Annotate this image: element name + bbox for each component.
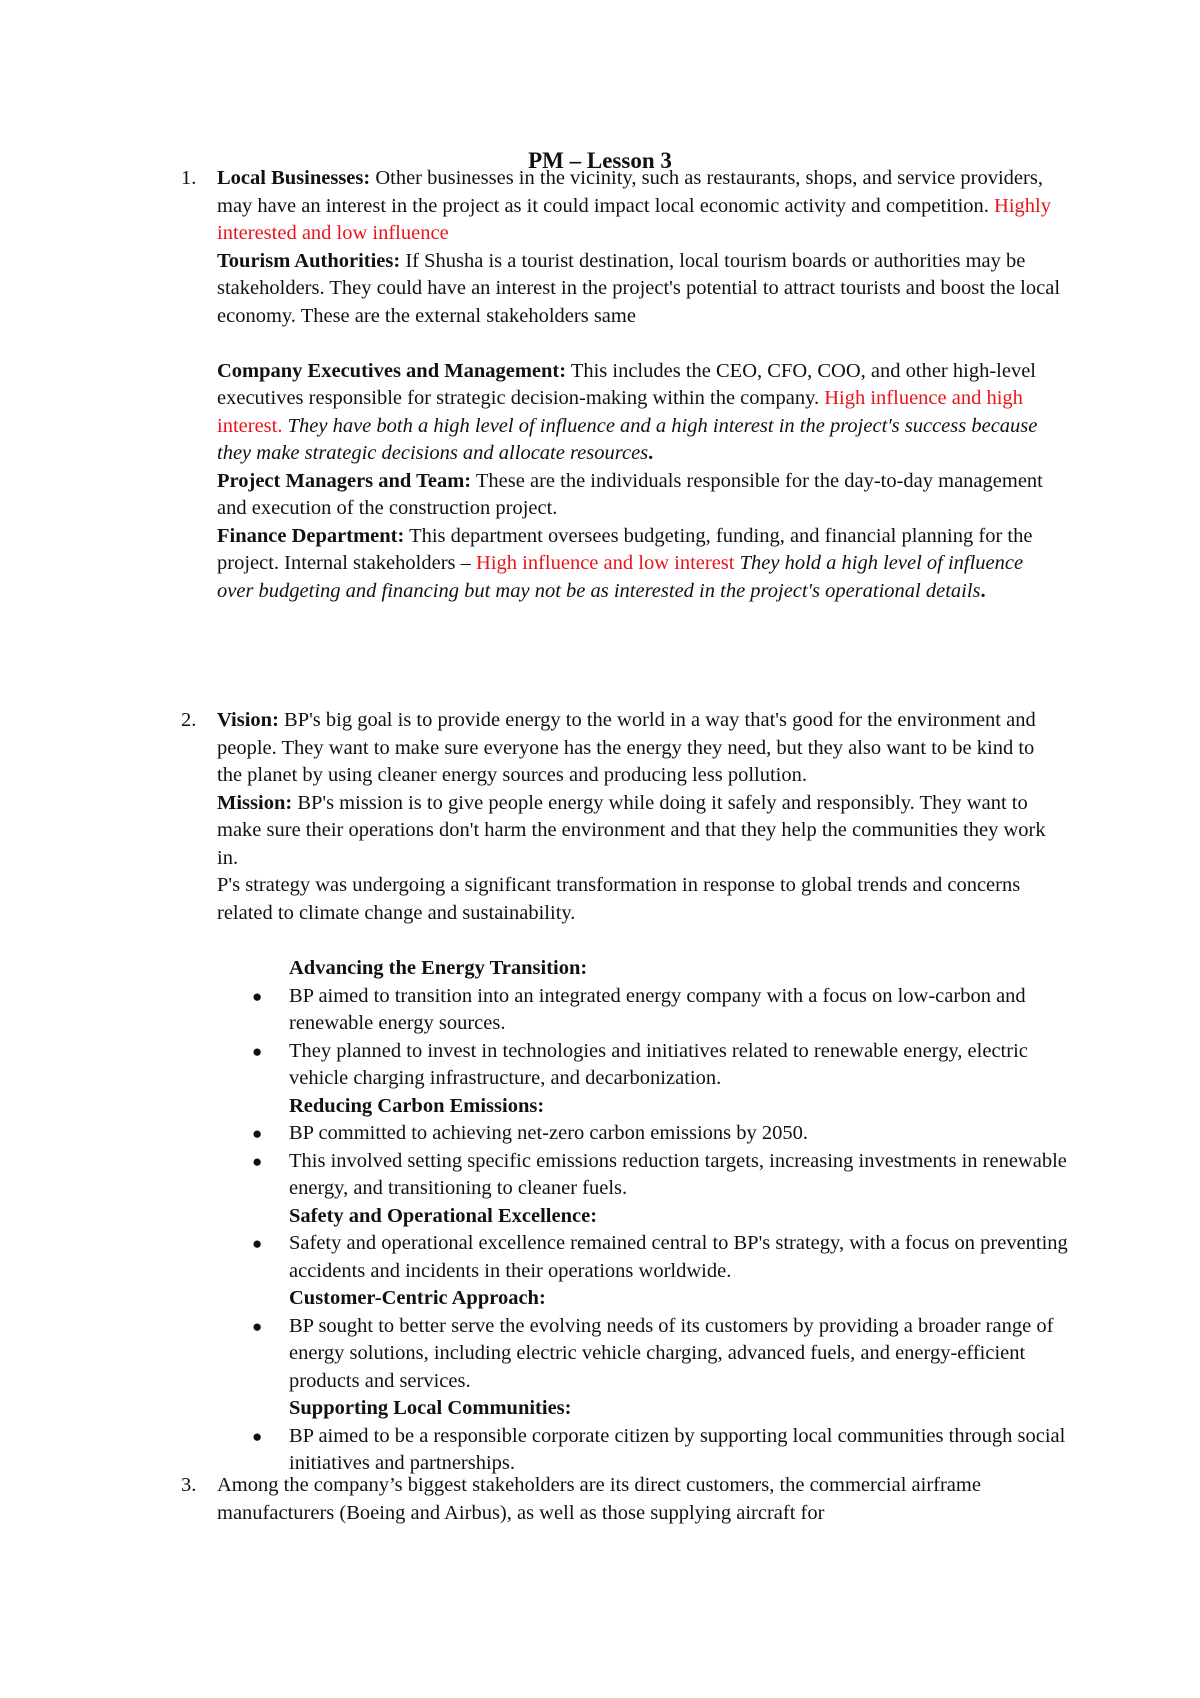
finance-period: . <box>980 579 986 602</box>
finance-assessment: High influence and low interest <box>476 552 735 574</box>
vision-text: BP's big goal is to provide energy to the world in a way that's good for the environment and people. They want to make sure everyone has the energy they need, but they also want to be kind to the planet by using cleaner energy sources and producing less pollution. <box>217 709 1036 786</box>
bullet-text: This involved setting specific emissions reduction targets, increasing investments in renewable energy, and transitioning to cleaner fuels. <box>289 1149 1067 1199</box>
bullet-icon: ● <box>252 1234 263 1253</box>
bullet-item <box>252 1423 1069 1478</box>
mission-paragraph <box>217 790 1062 873</box>
bullet-text: BP aimed to transition into an integrated energy company with a focus on low-carbon and renewable energy sources. <box>289 984 1026 1034</box>
bullet-icon: ● <box>252 1316 263 1336</box>
list-number: 3. <box>181 1474 197 1496</box>
bullet-item <box>252 1038 1069 1093</box>
bullet-item <box>252 983 1069 1038</box>
bullet-text: They planned to invest in technologies and initiatives related to renewable energy, electric vehicle charging infrastructure, and decarbonization. <box>289 1039 1028 1089</box>
finance-explanation: They hold a high level of influence over budgeting and financing but may not be as interested in the project's operational details <box>217 552 1024 602</box>
section-customer-centric <box>252 1285 1069 1395</box>
tourism-label: Tourism Authorities: <box>217 249 401 272</box>
section-local-communities <box>252 1395 1069 1478</box>
executives-explanation: They have both a high level of influence and a high interest in the project's success because they make strategic decisions and allocate resources <box>217 414 1038 464</box>
section-heading: Supporting Local Communities: <box>289 1397 572 1419</box>
local-businesses-paragraph <box>217 165 1062 248</box>
bullet-text: BP committed to achieving net-zero carbon emissions by 2050. <box>289 1122 809 1144</box>
project-managers-paragraph <box>217 468 1062 523</box>
stakeholders-paragraph: Among the company’s biggest stakeholders are its direct customers, the commercial airframe manufacturers (Boeing and Airbus), as well as those supplying aircraft for <box>217 1474 981 1524</box>
bullet-text: Safety and operational excellence remained central to BP's strategy, with a focus on preventing accidents and incidents in their operations worldwide. <box>289 1232 1068 1282</box>
bullet-item <box>252 1120 1069 1148</box>
section-carbon-emissions <box>252 1093 1069 1203</box>
tourism-text: If Shusha is a tourist destination, local tourism boards or authorities may be stakeholders. They could have an interest in the project's potential to attract tourists and boost the local economy. These are the external stakeholders same <box>217 249 1061 327</box>
vision-label: Vision: <box>217 709 279 731</box>
bullet-icon: ● <box>252 1151 263 1171</box>
executives-label: Company Executives and Management: <box>217 359 567 382</box>
strategy-paragraph: P's strategy was undergoing a significant transformation in response to global trends and concerns related to climate change and sustainability. <box>217 874 1021 924</box>
list-item-3 <box>181 1472 1062 1527</box>
section-safety <box>252 1203 1069 1286</box>
executives-assessment: High influence and high interest. <box>217 387 1023 437</box>
bullet-text: BP sought to better serve the evolving needs of its customers by providing a broader range of energy solutions, including electric vehicle charging, advanced fuels, and energy-efficient products and services. <box>289 1314 1054 1392</box>
local-businesses-text: Other businesses in the vicinity, such as restaurants, shops, and service providers, may have an interest in the project as it could impact local economic activity and competition. <box>217 167 1043 217</box>
finance-text: This department oversees budgeting, funding, and financial planning for the project. Internal stakeholders – <box>217 524 1033 574</box>
bullet-item <box>252 1148 1069 1203</box>
section-heading: Safety and Operational Excellence: <box>289 1204 598 1227</box>
bullet-icon: ● <box>252 986 263 1006</box>
section-heading: Advancing the Energy Transition: <box>289 957 588 979</box>
executives-text: This includes the CEO, CFO, COO, and other high-level executives responsible for strategic decision-making within the company. <box>217 359 1036 409</box>
tourism-paragraph <box>217 248 1062 331</box>
list-item-1 <box>181 165 1062 605</box>
list-item-2 <box>181 707 1062 927</box>
finance-paragraph <box>217 523 1062 606</box>
section-heading: Reducing Carbon Emissions: <box>289 1094 545 1117</box>
list-number: 2. <box>181 709 197 731</box>
blank-line <box>217 330 1062 358</box>
local-businesses-assessment: Highly interested and low influence <box>217 194 1051 244</box>
section-energy-transition <box>252 955 1069 1093</box>
bullet-icon: ● <box>252 1426 263 1446</box>
mission-text: BP's mission is to give people energy while doing it safely and responsibly. They want to make sure their operations don't harm the environment and that they help the communities they work in. <box>217 791 1046 869</box>
bullet-text: BP aimed to be a responsible corporate citizen by supporting local communities through social initiatives and partnerships. <box>289 1424 1066 1474</box>
bullet-icon: ● <box>252 1041 263 1061</box>
mission-label: Mission: <box>217 791 293 814</box>
vision-paragraph <box>217 707 1062 790</box>
list-number: 1. <box>181 167 197 189</box>
project-managers-text: These are the individuals responsible for the day-to-day management and execution of the construction project. <box>217 469 1043 519</box>
executives-period: . <box>648 442 654 464</box>
local-businesses-label: Local Businesses: <box>217 167 371 189</box>
strategy-sections <box>252 955 1069 1478</box>
project-managers-label: Project Managers and Team: <box>217 469 472 492</box>
bullet-item <box>252 1313 1069 1396</box>
bullet-item <box>252 1230 1069 1285</box>
section-heading: Customer-Centric Approach: <box>289 1287 546 1309</box>
page-title: PM – Lesson 3 <box>528 148 672 173</box>
finance-label: Finance Department: <box>217 524 405 547</box>
bullet-icon: ● <box>252 1124 263 1143</box>
executives-paragraph <box>217 358 1062 468</box>
